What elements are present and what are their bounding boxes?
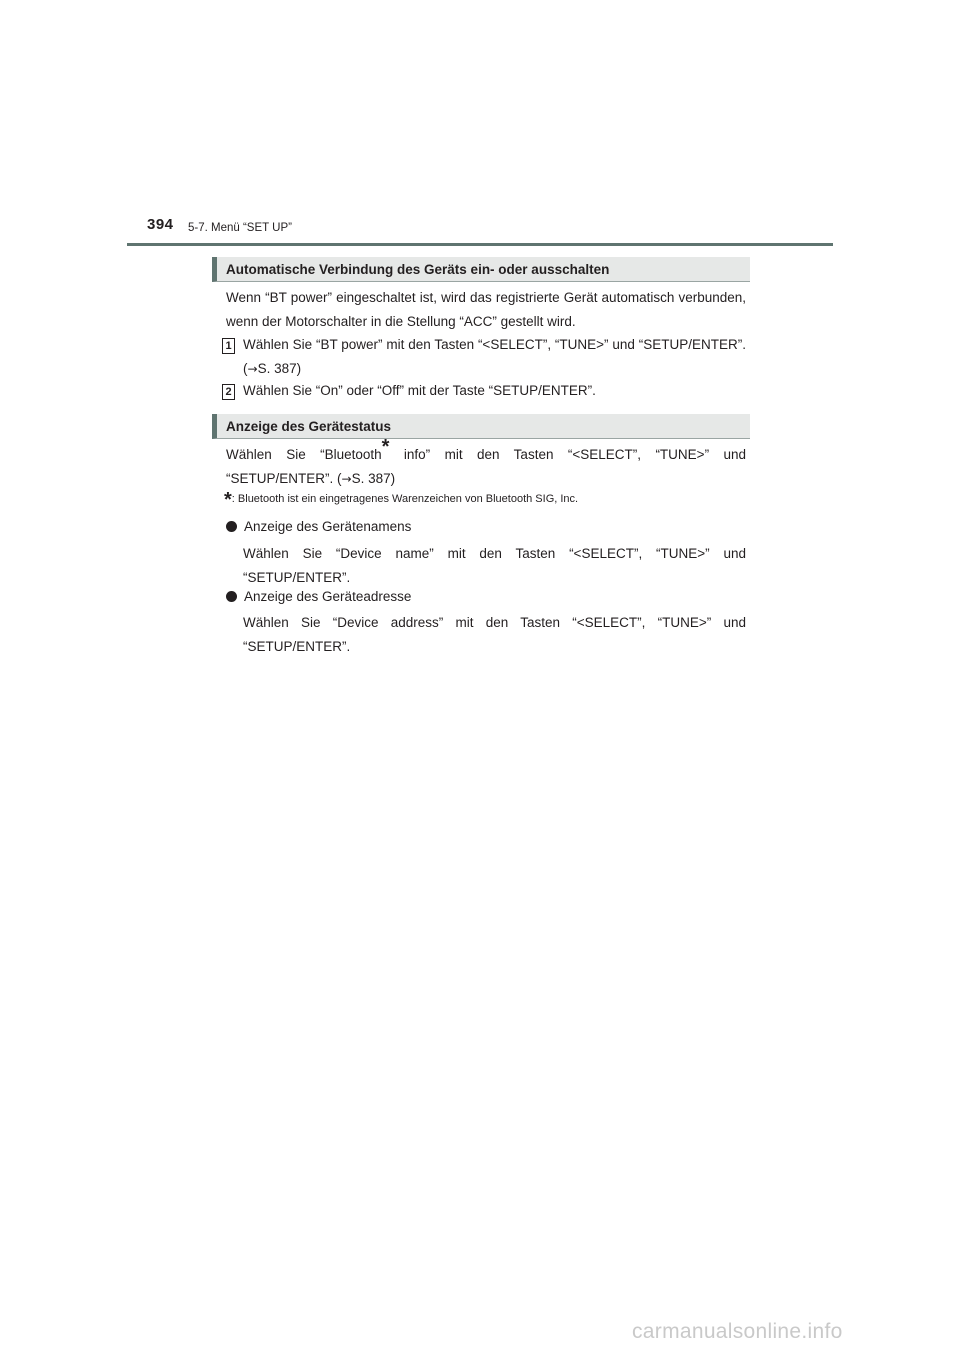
bullet-description: Wählen Sie “Device name” mit den Tasten “<SELECT”, “TUNE>” und “SETUP/ENTER”.: [243, 546, 746, 585]
watermark: carmanualsonline.info: [632, 1320, 843, 1343]
intro-text-start: Wählen Sie “Bluetooth: [226, 447, 382, 462]
section-heading-device-status: [212, 414, 750, 439]
section-title: 5-7. Menü “SET UP”: [188, 222, 292, 234]
step-number-box: 1: [222, 338, 235, 354]
section-heading-label: Automatische Verbindung des Geräts ein- oder ausschalten: [226, 262, 610, 277]
arrow-right-icon: →: [247, 362, 258, 376]
page-reference: S. 387): [257, 361, 302, 376]
section-heading-auto-connect: [212, 257, 750, 282]
bullet-item-device-address: [226, 585, 411, 609]
arrow-right-icon: →: [341, 472, 352, 486]
bullet-description: Wählen Sie “Device address” mit den Tasten “<SELECT”, “TUNE>” und “SETUP/ENTER”.: [243, 615, 746, 654]
bullet-title: Anzeige des Gerätenamens: [244, 519, 412, 534]
bullet-item-device-name: [226, 515, 411, 539]
page-number: 394: [147, 216, 174, 233]
intro-text-middle: info” mit den Tasten “<SELECT”, “TUNE>” und “SETUP/ENTER”. (: [226, 447, 747, 486]
intro-paragraph: [226, 436, 747, 491]
footnote-text: : Bluetooth ist ein eingetragenes Warenzeichen von Bluetooth SIG, Inc.: [231, 493, 579, 505]
footnote-star-icon: *: [381, 436, 390, 458]
step-1-text: [243, 333, 746, 381]
page-reference: S. 387): [351, 471, 396, 486]
step-number-box: 2: [222, 384, 235, 400]
step-1-text-main: Wählen Sie “BT power” mit den Tasten “<SELECT”, “TUNE>” und “SETUP/ENTER”. (: [243, 337, 746, 376]
header-rule: [127, 243, 833, 246]
section-heading-label: Anzeige des Gerätestatus: [226, 419, 392, 434]
footnote: [224, 489, 578, 512]
intro-paragraph: Wenn “BT power” eingeschaltet ist, wird das registrierte Gerät automatisch verbunden, wenn der Motorschalter in die Stellung “ACC” gestellt wird.: [226, 290, 746, 329]
bullet-icon: [226, 521, 237, 532]
bullet-title: Anzeige des Geräteadresse: [244, 589, 412, 604]
step-2-text: Wählen Sie “On” oder “Off” mit der Taste “SETUP/ENTER”.: [243, 383, 596, 398]
bullet-icon: [226, 591, 237, 602]
footnote-star-icon: *: [224, 489, 232, 511]
